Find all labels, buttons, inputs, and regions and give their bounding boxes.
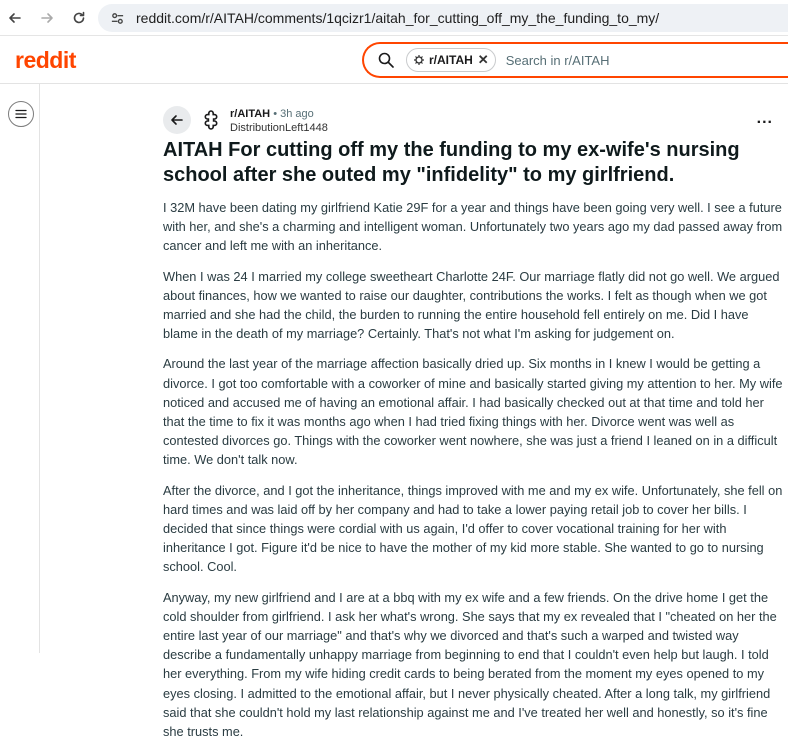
browser-forward-button[interactable] bbox=[36, 7, 58, 29]
post bbox=[163, 104, 783, 752]
site-settings-icon[interactable] bbox=[108, 9, 126, 27]
left-sidebar bbox=[0, 84, 40, 653]
post-paragraph: I 32M have been dating my girlfriend Katie 29F for a year and things have been going very well. I see a future with her, and she's a charming and intelligent woman. Unfortunately two years ago my dad passed away from cancer and left me with an inheritance. bbox=[163, 200, 783, 254]
browser-reload-button[interactable] bbox=[68, 7, 90, 29]
search-bar[interactable] bbox=[362, 42, 788, 78]
meta-separator: • bbox=[273, 108, 278, 120]
close-icon[interactable]: ✕ bbox=[477, 52, 489, 67]
menu-icon bbox=[15, 108, 27, 120]
post-body bbox=[163, 198, 783, 741]
post-paragraph: When I was 24 I married my college sweetheart Charlotte 24F. Our marriage flatly did not go well. We argued about finances, how we wanted to raise our daughter, contributions the works. I felt as though when we got married and she had the child, the burden to running the entire household fell entirely on me. Did I have blame in the death of my marriage? Certainly. That's not what I'm asking for judgement on. bbox=[163, 268, 780, 342]
post-title: AITAH For cutting off my the funding to my ex-wife's nursing school after she outed my "infidelity" to my girlfriend. bbox=[163, 139, 740, 186]
search-icon bbox=[378, 52, 394, 68]
post-paragraph: Around the last year of the marriage affection basically dried up. Six months in I knew I would be getting a divorce. I got too comfortable with a coworker of mine and basically started giving my attention to her. My wife noticed and accused me of having an emotional affair. I had basically checked out at that time and told her that the time to fix it was months ago when I had tried fixing things with her. Divorce went was well as contested divorces go. Things with the coworker went nowhere, she was just a friend I leaned on in a difficult time. We don't talk now. bbox=[163, 356, 783, 468]
reddit-logo[interactable]: reddit bbox=[15, 47, 76, 73]
search-input[interactable]: Search in r/AITAH bbox=[505, 52, 610, 68]
subreddit-avatar[interactable] bbox=[199, 108, 223, 132]
forward-arrow-icon bbox=[39, 10, 55, 26]
subreddit-icon bbox=[413, 54, 425, 66]
post-paragraph: Anyway, my new girlfriend and I are at a bbq with my ex wife and a few friends. On the drive home I get the cold shoulder from girlfriend. I ask her what's wrong. She says that my ex revealed that I "cheated on her the entire last year of our marriage" and that's why we divorced and that's such a warped and twisted way describe a fundamentally unhappy marriage from beginning to end that I couldn't even help but laugh. I told her everything. From my wife hiding credit cards to being berated from the moment my eyes opened to my eyes closing. I admitted to the emotional affair, but I never physically cheated. After a long talk, my girlfriend said that she couldn't hold my last relationship against me and I've treated her well and honestly, so it's fine she trusts me. bbox=[163, 589, 777, 740]
back-arrow-icon bbox=[7, 10, 23, 26]
site-header bbox=[0, 36, 788, 84]
address-bar[interactable] bbox=[98, 4, 788, 32]
expand-navigation-button[interactable] bbox=[8, 101, 34, 127]
post-time: 3h ago bbox=[280, 108, 314, 120]
subreddit-link[interactable]: r/AITAH bbox=[230, 108, 271, 120]
more-options-icon[interactable]: ... bbox=[756, 110, 773, 127]
reload-icon bbox=[71, 10, 87, 26]
subreddit-filter-chip[interactable] bbox=[406, 48, 496, 72]
post-subreddit-line bbox=[230, 108, 314, 120]
back-button[interactable] bbox=[163, 106, 191, 134]
browser-toolbar bbox=[0, 0, 788, 36]
back-icon bbox=[170, 113, 184, 127]
chip-label: r/AITAH bbox=[429, 53, 473, 67]
post-paragraph: After the divorce, and I got the inheritance, things improved with me and my ex wife. Unfortunately, she fell on hard times and was laid off by her company and had to take a lower paying retail job to cover her bills. I decided that since things were cordial with us again, I'd offer to cover vocational training for her with inheritance I got. Figure it'd be nice to have the mother of my kid more stable. She wanted to go to nursing school. Cool. bbox=[163, 482, 783, 575]
post-meta bbox=[163, 104, 783, 132]
browser-back-button[interactable] bbox=[4, 7, 26, 29]
url-text[interactable]: reddit.com/r/AITAH/comments/1qcizr1/aitah_for_cutting_off_my_the_funding_to_my/ bbox=[136, 10, 660, 26]
post-author[interactable]: DistributionLeft1448 bbox=[230, 122, 328, 134]
